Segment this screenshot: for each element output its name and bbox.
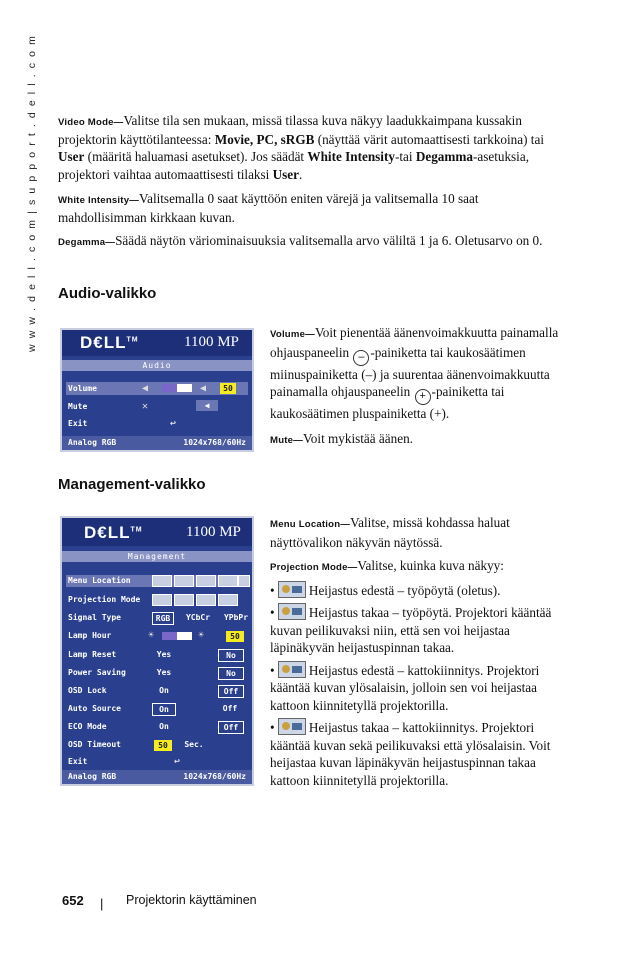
page-number: 652 — [62, 893, 84, 908]
projection-item: • Heijastus edestä – kattokiinnitys. Projektori kääntää kuvan ylösalaisin, jolloin sen voi heijastaa kattoon kiinnitetyllä projektorilla. — [270, 662, 540, 713]
location-icon — [152, 575, 172, 587]
projection-icon — [196, 594, 216, 606]
audio-description — [270, 324, 560, 449]
plus-button-icon: + — [415, 389, 431, 405]
degamma-paragraph: Degamma—Säädä näytön väriominaisuuksia valitsemalla arvo väliltä 1 ja 6. Oletusarvo on 0. — [58, 233, 543, 248]
footer-separator: | — [100, 896, 104, 911]
projection-mode-paragraph: Projection Mode—Valitse, kuinka kuva näkyy: — [270, 558, 504, 573]
volume-value: 50 — [220, 383, 236, 394]
osd-row-volume: Volume ◀ ◀ 50 — [66, 382, 248, 395]
osd-row-power-saving: Power Saving Yes No — [66, 666, 248, 680]
front-desktop-icon — [278, 581, 306, 598]
menu-location-paragraph: Menu Location—Valitse, missä kohdassa haluat näyttövalikon näkyvän näytössä. — [270, 515, 510, 550]
osd-footer: Analog RGB 1024x768/60Hz — [62, 770, 252, 784]
footer-title: Projektorin käyttäminen — [126, 893, 257, 907]
osd-row-lamp-hour: Lamp Hour ☀ ☀ 50 — [66, 629, 248, 643]
osd-footer: Analog RGB 1024x768/60Hz — [62, 436, 252, 450]
sidebar-url: w w w . d e l l . c o m | s u p p o r t . d e l l . c o m — [26, 34, 38, 352]
projection-icon — [152, 594, 172, 606]
osd-row-mute: Mute ✕ ◀ — [66, 400, 248, 413]
osd-row-lamp-reset: Lamp Reset Yes No — [66, 648, 248, 662]
minus-button-icon: – — [353, 350, 369, 366]
projection-icon — [174, 594, 194, 606]
osd-title: Audio — [62, 360, 252, 371]
front-ceiling-icon — [278, 661, 306, 678]
lamp-bar — [162, 632, 192, 640]
location-icon — [174, 575, 194, 587]
projection-item: • Heijastus edestä – työpöytä (oletus). — [270, 582, 501, 598]
rear-desktop-icon — [278, 603, 306, 620]
audio-heading: Audio-valikko — [58, 285, 157, 302]
mute-paragraph: Mute—Voit mykistää äänen. — [270, 430, 413, 446]
model-label: 1100 MP — [184, 334, 239, 350]
speaker-high-icon: ◀ — [200, 383, 207, 394]
volume-paragraph: Volume—Voit pienentää äänenvoimakkuutta painamalla ohjauspaneelin – -painiketta tai kaukosäätimen miinuspainiketta (–) ja suurentaa äänenvoimakkuutta painamalla ohjauspaneelin + -painiketta tai kaukosäätimen pluspainiketta (+). — [270, 325, 559, 421]
speaker-muted-icon: ✕ — [142, 401, 149, 412]
exit-icon: ↩ — [170, 418, 177, 429]
location-icon — [196, 575, 216, 587]
location-icon — [238, 575, 250, 587]
osd-row-eco-mode: ECO Mode On Off — [66, 720, 248, 734]
timeout-value: 50 — [154, 740, 172, 751]
osd-row-osd-timeout: OSD Timeout 50 Sec. — [68, 740, 204, 750]
mute-selected-icon: ◀ — [196, 400, 218, 411]
management-osd-screenshot — [60, 516, 254, 786]
osd-row-osd-lock: OSD Lock On Off — [66, 684, 248, 698]
rear-ceiling-icon — [278, 718, 306, 735]
white-intensity-paragraph: White Intensity—Valitsemalla 0 saat käyttöön eniten värejä ja valitsemalla 10 saat mahdollisimman kirkkaan kuvan. — [58, 191, 479, 226]
dell-logo: D€LL™ — [80, 333, 139, 352]
management-description — [270, 514, 560, 789]
projection-item: • Heijastus takaa – kattokiinnitys. Projektori kääntää kuvan sekä peilikuvaksi että ylösalaisin. Voit heijastaa kuvan läpinäkyvän heijastuspinnan takaa kattoon kiinnitetyllä projektorilla. — [270, 720, 551, 788]
exit-icon: ↩ — [174, 756, 181, 767]
osd-title: Management — [62, 551, 252, 562]
osd-row-exit: Exit ↩ — [68, 756, 181, 767]
video-mode-paragraph: Video Mode—Valitse tila sen mukaan, missä tilassa kuva näkyy laadukkaimpana kussakin projektorin käyttötilanteessa: Movie, PC, sRGB (näyttää värit automaattisesti tarkkoina) tai User (määritä haluamasi asetukset). Jos säädät White Intensity-tai Degamma-asetuksia, projektori vaihtaa automaattisesti tilaksi User. — [58, 113, 544, 182]
lamp-hour-value: 50 — [226, 631, 244, 642]
location-icon — [218, 575, 238, 587]
speaker-low-icon: ◀ — [142, 383, 149, 394]
osd-row-menu-location: Menu Location — [66, 575, 248, 587]
volume-bar — [162, 384, 192, 392]
model-label: 1100 MP — [186, 524, 241, 540]
osd-row-signal-type: Signal Type RGB YCbCr YPbPr — [68, 613, 249, 623]
management-heading: Management-valikko — [58, 476, 206, 493]
audio-osd-screenshot — [60, 328, 254, 452]
osd-row-auto-source: Auto Source On Off — [68, 704, 238, 714]
osd-row-projection-mode: Projection Mode — [66, 593, 248, 607]
projection-icon — [218, 594, 238, 606]
lamp-icon: ☀ — [148, 630, 155, 641]
projection-item: • Heijastus takaa – työpöytä. Projektori kääntää kuvan peilikuvaksi niin, että sen voi heijastaa läpinäkyvän heijastuspinnan takaa. — [270, 605, 552, 655]
lamp-icon: ☀ — [198, 630, 205, 641]
osd-row-exit: Exit ↩ — [68, 418, 177, 429]
dell-logo: D€LL™ — [84, 523, 143, 542]
